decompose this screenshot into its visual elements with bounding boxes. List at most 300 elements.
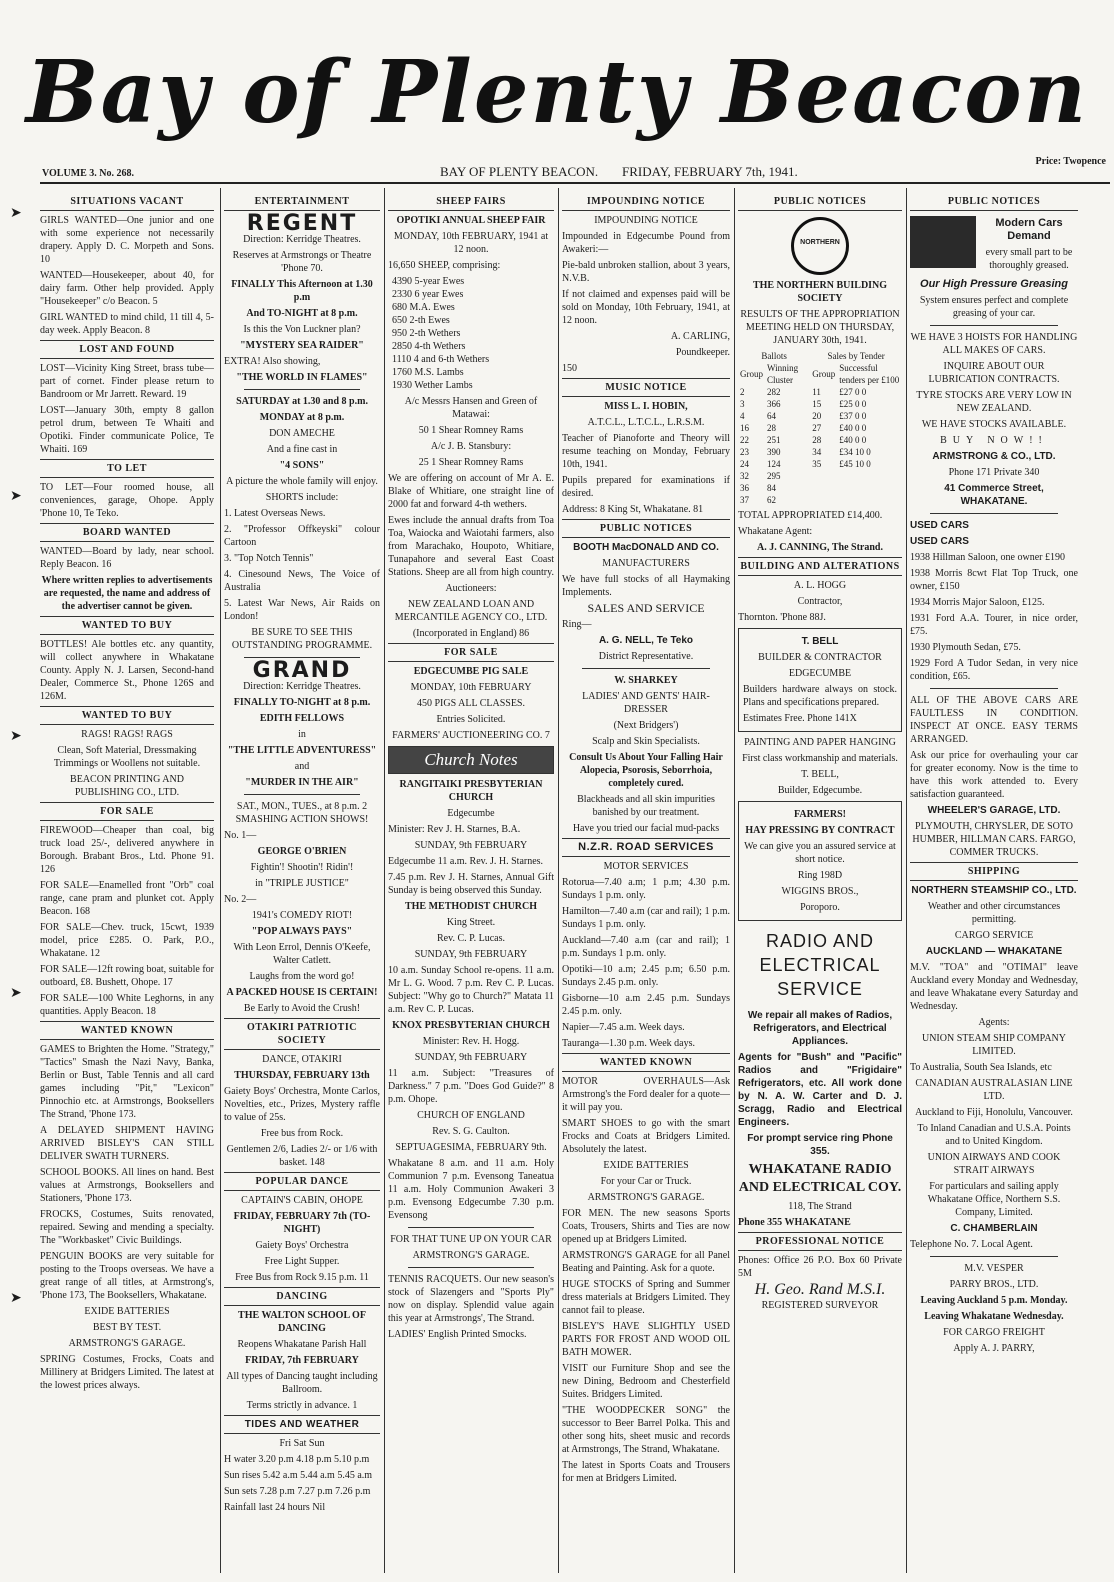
section-heading: LOST AND FOUND <box>40 340 214 359</box>
masthead <box>0 28 1114 158</box>
divider <box>244 389 360 390</box>
ad-text: Agents: <box>978 1017 1010 1028</box>
ad-text: Rev. C. P. Lucas. <box>437 933 505 944</box>
table-cell: 124 <box>767 459 781 469</box>
ad-headline: EDGECUMBE PIG SALE <box>413 666 529 677</box>
ad-headline: USED CARS <box>910 520 969 531</box>
car-listing: 1929 Ford A Tudor Sedan, in very nice condition, £65. <box>910 658 1078 682</box>
ad-text: Fightin'! Shootin'! Ridin'! <box>250 862 354 873</box>
surveyor-signature: H. Geo. Rand M.S.I. <box>754 1281 886 1298</box>
column-rule <box>906 188 907 1573</box>
ad-text: (Incorporated in England) 86 <box>412 628 530 639</box>
ad-text: We repair all makes of Radios, Refrigerators, and Electrical Appliances. <box>747 1010 893 1047</box>
bell-ad-box <box>738 628 902 732</box>
ad-text: MANUFACTURERS <box>602 558 690 569</box>
section-heading: SHIPPING <box>910 862 1078 881</box>
table-cell: 390 <box>767 447 781 457</box>
ad-text: Is this the Von Luckner plan? <box>243 324 361 335</box>
car-listing: 1934 Morris Major Saloon, £125. <box>910 597 1045 608</box>
table-cell: 15 <box>812 399 822 409</box>
section-heading: DANCING <box>224 1287 380 1306</box>
ad-text: BE SURE TO SEE THIS OUTSTANDING PROGRAMME. <box>231 627 373 651</box>
section-heading: FOR SALE <box>388 643 554 662</box>
ad-text: SUNDAY, 9th FEBRUARY <box>414 1052 528 1063</box>
ad-text: To Australia, South Sea Islands, etc <box>910 1062 1052 1073</box>
classified-ad: BOTTLES! Ale bottles etc. any quantity, will collect anywhere in Whakatane County. Apply N. J. Larsen, Second-hand Dealer, Commerce St., Phone 126S and 126M. <box>40 639 214 702</box>
section-heading: OTAKIRI PATRIOTIC SOCIETY <box>224 1018 380 1050</box>
ad-text: LADIES' AND GENTS' HAIR-DRESSER <box>582 691 710 715</box>
table-header: Sales by Tender <box>827 351 885 361</box>
church-name: RANGITAIKI PRESBYTERIAN CHURCH <box>399 779 543 803</box>
ad-headline: OPOTIKI ANNUAL SHEEP FAIR <box>396 215 546 226</box>
ad-text: Phone 171 Private 340 <box>948 467 1040 478</box>
shorts-item: 2. "Professor Offkeyski" colour Cartoon <box>224 524 380 548</box>
table-cell: 32 <box>740 471 749 481</box>
section-heading: SITUATIONS VACANT <box>40 193 214 211</box>
ad-text: Minister: Rev J. H. Starnes, B.A. <box>388 824 521 835</box>
ad-text: Whakatane Agent: <box>738 526 813 537</box>
ad-text: REGISTERED SURVEYOR <box>761 1300 879 1311</box>
classified-ad: WANTED—Housekeeper, about 40, for dairy farm. Other help provided. Apply "Housekeeper" c/o Beacon. 5 <box>40 270 214 307</box>
classified-ad: FOR SALE—100 White Leghorns, in any quantities. Apply Beacon. 18 <box>40 993 214 1017</box>
table-row <box>738 446 902 458</box>
table-row <box>738 350 902 362</box>
ad-headline: SALES AND SERVICE <box>587 601 705 615</box>
regent-theatre-title: REGENT <box>246 211 358 236</box>
shorts-item: 1. Latest Overseas News. <box>224 508 326 519</box>
ad-headline: PAINTING AND PAPER HANGING <box>744 737 896 748</box>
ad-text: EDGECUMBE <box>788 668 852 679</box>
ad-text: Whakatane 8 a.m. and 11 a.m. Holy Communion 7 p.m. Evensong Taneatua 11 a.m. Holy Communion Awakeri 3 p.m. Evensong Edgecumbe 7.30 p.m. Evensong <box>388 1158 554 1221</box>
ad-text: Have you tried our facial mud-packs <box>572 823 720 834</box>
divider <box>408 1267 534 1268</box>
divider <box>930 325 1058 326</box>
ad-text: and <box>294 761 310 772</box>
paper-name: BAY OF PLENTY BEACON. <box>440 164 599 179</box>
ad-text: CANADIAN AUSTRALASIAN LINE LTD. <box>915 1078 1073 1102</box>
ad-text: System ensures perfect and complete greasing of your car. <box>919 295 1069 319</box>
ad-headline: ARMSTRONG & CO., LTD. <box>932 451 1056 462</box>
radio-service-heading: RADIO AND ELECTRICAL SERVICE <box>759 931 881 999</box>
ad-headline: T. BELL <box>801 636 839 647</box>
column-notices <box>562 190 730 1570</box>
classified-ad: TENNIS RACQUETS. Our new season's stock of Slazengers and "Sports Ply" now on display. Splendid value again this year at Armstrongs', The Strand. <box>388 1274 554 1324</box>
ad-headline: AUCKLAND — WHAKATANE <box>925 946 1063 957</box>
list-item: 2850 4-th Wethers <box>392 341 466 352</box>
table-cell <box>810 494 837 506</box>
film-title: "4 SONS" <box>279 460 325 471</box>
ad-text: With Leon Errol, Dennis O'Keefe, Walter Catlett. <box>233 942 371 966</box>
table-cell: 282 <box>767 387 781 397</box>
ad-text: WE HAVE STOCKS AVAILABLE. <box>921 419 1067 430</box>
ad-text: Pupils prepared for examinations if desired. <box>562 475 730 499</box>
list-item: 2330 6 year Ewes <box>392 289 464 300</box>
table-cell: 64 <box>767 411 776 421</box>
ad-text: Gentlemen 2/6, Ladies 2/- or 1/6 with basket. 148 <box>226 1144 378 1168</box>
shorts-item: 3. "Top Notch Tennis" <box>224 553 314 564</box>
film-title: "MYSTERY SEA RAIDER" <box>240 340 364 351</box>
table-cell: 37 <box>740 495 749 505</box>
shorts-item: 5. Latest War News, Air Raids on London! <box>224 598 380 622</box>
table-cell: 84 <box>767 483 776 493</box>
table-cell: 366 <box>767 399 781 409</box>
ad-text: A/c Messrs Hansen and Green of Matawai: <box>404 396 538 420</box>
ad-headline: USED CARS <box>910 536 969 547</box>
ad-text: Teacher of Pianoforte and Theory will resume teaching on Monday, February 10th, 1941. <box>562 433 730 470</box>
tides-row: Sun rises 5.42 a.m 5.44 a.m 5.45 a.m <box>224 1470 373 1481</box>
ad-text: Free Bus from Rock 9.15 p.m. 11 <box>235 1272 369 1283</box>
ad-text: Gaiety Boys' Orchestra <box>255 1240 349 1251</box>
ad-text: INQUIRE ABOUT OUR LUBRICATION CONTRACTS. <box>928 361 1060 385</box>
table-cell <box>810 482 837 494</box>
timetable-row: Hamilton—7.40 a.m (car and rail); 1 p.m. Sundays 1 p.m. only. <box>562 906 730 930</box>
ad-text: NEW ZEALAND LOAN AND MERCANTILE AGENCY CO., LTD. <box>394 599 548 623</box>
ad-text: EXTRA! Also showing, <box>224 356 321 367</box>
ad-text: Telephone No. 7. Local Agent. <box>910 1239 1033 1250</box>
list-item: 680 M.A. Ewes <box>392 302 455 313</box>
farmers-ad-box <box>738 801 902 921</box>
divider <box>930 688 1058 689</box>
ad-text: Auctioneers: <box>445 583 497 594</box>
table-cell: £37 0 0 <box>839 411 867 421</box>
ad-text: 450 PIGS ALL CLASSES. <box>417 698 525 709</box>
masthead-title: Bay of Plenty Beacon <box>25 42 1089 143</box>
classified-ad: FOR SALE—12ft rowing boat, suitable for outboard, £8. Bushett, Ohope. 17 <box>40 964 214 988</box>
table-cell: £40 0 0 <box>839 423 867 433</box>
timetable-row: Opotiki—10 a.m; 2.45 p.m; 6.50 p.m. Sundays 2.45 p.m. only. <box>562 964 730 988</box>
table-cell: 295 <box>767 471 781 481</box>
ad-text: Phones: Office 26 P.O. Box 60 Private 5M <box>738 1255 902 1279</box>
table-row <box>738 386 902 398</box>
list-item: 4390 5-year Ewes <box>392 276 465 287</box>
ad-text: Apply A. J. PARRY, <box>953 1343 1035 1354</box>
ad-text: Be Early to Avoid the Crush! <box>243 1003 361 1014</box>
ad-text: BEST BY TEST. <box>92 1322 162 1333</box>
ad-text: CAPTAIN'S CABIN, OHOPE <box>241 1195 363 1206</box>
ad-text: every small part to be thoroughly greased. <box>985 247 1073 271</box>
list-item: 1110 4 and 6-th Wethers <box>392 354 490 365</box>
ad-text: DANCE, OTAKIRI <box>262 1054 342 1065</box>
ad-text: Free bus from Rock. <box>260 1128 344 1139</box>
ad-text: 16,650 SHEEP, comprising: <box>388 260 501 271</box>
ad-text: Gaiety Boys' Orchestra, Monte Carlos, Novelties, etc., Prizes, Mystery raffle to value of 25s. <box>224 1086 380 1123</box>
column-public-notices <box>738 190 902 1570</box>
table-cell: 251 <box>767 435 781 445</box>
ad-text: Pie-bald unbroken stallion, about 3 years, N.V.B. <box>562 260 730 284</box>
section-heading: N.Z.R. ROAD SERVICES <box>562 838 730 857</box>
table-header: Group <box>740 369 763 379</box>
column-rule <box>558 188 559 1573</box>
ad-text: For particulars and sailing apply Whakatane Office, Northern S.S. Company, Limited. <box>927 1181 1061 1218</box>
ad-text: SHORTS include: <box>265 492 339 503</box>
section-heading: BOARD WANTED <box>40 523 214 542</box>
classified-ad: The latest in Sports Coats and Trousers for men at Bridgers Limited. <box>562 1460 730 1484</box>
ad-text: ALL OF THE ABOVE CARS ARE FAULTLESS IN CONDITION. INSPECT AT ONCE. EASY TERMS ARRANGED. <box>910 695 1078 745</box>
ad-headline: WHEELER'S GARAGE, LTD. <box>927 805 1061 816</box>
ad-text: Entries Solicited. <box>436 714 506 725</box>
ad-text: First class workmanship and materials. <box>742 753 898 764</box>
ad-text: King Street. <box>446 917 496 928</box>
ad-text: Contractor, <box>797 596 843 607</box>
table-cell <box>837 470 902 482</box>
ad-text: UNION STEAM SHIP COMPANY LIMITED. <box>921 1033 1066 1057</box>
issue-date: FRIDAY, FEBRUARY 7th, 1941. <box>622 164 798 179</box>
ad-text: Ring— <box>562 619 592 630</box>
table-cell: £34 10 0 <box>839 447 871 457</box>
ad-text: Auckland to Fiji, Honolulu, Vancouver. <box>915 1107 1073 1118</box>
ad-text: SAT., MON., TUES., at 8 p.m. 2 SMASHING ACTION SHOWS! <box>235 801 369 825</box>
ad-text: Terms strictly in advance. 1 <box>246 1400 358 1411</box>
ad-text: 11 a.m. Subject: "Treasures of Darkness." 7 p.m. "Does God Guide?" 8 p.m. Ohope. <box>388 1068 554 1105</box>
table-row <box>738 482 902 494</box>
ad-text: M.V. "TOA" and "OTIMAI" leave Auckland every Monday and Wednesday, and leave Whakatane every Saturday and Wednesday. <box>910 962 1078 1012</box>
ad-text: TOTAL APPROPRIATED £14,400. <box>738 510 883 521</box>
table-row <box>738 470 902 482</box>
ad-text: Edgecumbe <box>447 808 495 819</box>
section-heading: POPULAR DANCE <box>224 1172 380 1191</box>
ad-text: BUY NOW!! <box>940 435 1048 446</box>
ad-headline: THE NORTHERN BUILDING SOCIETY <box>752 280 888 304</box>
list-item: 1760 M.S. Lambs <box>392 367 464 378</box>
actor-name: EDITH FELLOWS <box>259 713 345 724</box>
table-row <box>738 494 902 506</box>
table-cell: 27 <box>812 423 822 433</box>
ad-text: Builders hardware always on stock. Plans and specifications prepared. <box>743 684 897 708</box>
table-cell: 4 <box>740 411 745 421</box>
ad-text: And a fine cast in <box>266 444 338 455</box>
ad-text: 150 <box>562 363 577 374</box>
car-listing: 1930 Plymouth Sedan, £75. <box>910 642 1021 653</box>
film-title: "MURDER IN THE AIR" <box>245 777 359 788</box>
ad-text: Blackheads and all skin impurities banished by our treatment. <box>577 794 715 818</box>
actor-name: DON AMECHE <box>269 428 335 439</box>
table-cell: 62 <box>767 495 776 505</box>
ad-text: 41 Commerce Street, WHAKATANE. <box>944 483 1044 507</box>
ad-text: Phone 355 WHAKATANE <box>738 1217 851 1228</box>
ad-text: Poroporo. <box>800 902 840 913</box>
car-illustration-icon <box>910 216 976 268</box>
ad-text: EXIDE BATTERIES <box>603 1160 689 1171</box>
column-classifieds <box>40 190 214 1570</box>
ad-text: HAY PRESSING BY CONTRACT <box>745 825 895 836</box>
ad-text: A picture the whole family will enjoy. <box>226 476 378 487</box>
section-heading: WANTED TO BUY <box>40 616 214 635</box>
northern-logo-icon: NORTHERN <box>791 217 849 275</box>
classified-ad: VISIT our Furniture Shop and see the new Dining, Bedroom and Chesterfield Suites. Bridgers Limited. <box>562 1363 730 1400</box>
ad-text: FARMERS' AUCTIONEERING CO. 7 <box>392 730 550 741</box>
section-heading: ENTERTAINMENT <box>224 193 380 211</box>
table-cell: 23 <box>740 447 749 457</box>
ad-text: Address: 8 King St, Whakatane. 81 <box>562 504 704 515</box>
ad-text: A. J. CANNING, The Strand. <box>757 542 883 553</box>
divider <box>930 1256 1058 1257</box>
table-cell: 16 <box>740 423 749 433</box>
ad-text: And TO-NIGHT at 8 p.m. <box>246 308 358 319</box>
margin-arrow-icon: ➤ <box>10 986 22 1001</box>
table-row <box>738 422 902 434</box>
ad-text: BUILDER & CONTRACTOR <box>758 652 882 663</box>
ad-text: To Inland Canadian and U.S.A. Points and to United Kingdom. <box>917 1123 1071 1147</box>
ad-text: MONDAY, 10th FEBRUARY, 1941 at 12 noon. <box>393 231 549 255</box>
ad-headline: WHAKATANE RADIO AND ELECTRICAL COY. <box>738 1162 902 1195</box>
classified-ad: WANTED—Board by lady, near school. Reply Beacon. 16 <box>40 546 214 570</box>
ad-text: FINALLY TO-NIGHT at 8 p.m. <box>233 697 371 708</box>
classified-ad: SPRING Costumes, Frocks, Coats and Millinery at Bridgers Limited. The latest at the lowest prices always. <box>40 1354 214 1391</box>
ad-text: 10 a.m. Sunday School re-opens. 11 a.m. Mr L. G. Wood. 7 p.m. Rev C. P. Lucas. Subject: "Why go to Church?" Matata 11 a.m. Rev C. P. Lucas. <box>388 965 554 1015</box>
section-heading: BUILDING AND ALTERATIONS <box>738 557 902 576</box>
table-cell: £27 0 0 <box>839 387 867 397</box>
divider <box>408 1227 534 1228</box>
classified-ad: BISLEY'S HAVE SLIGHTLY USED PARTS FOR FROST AND WOOD OIL BATH MOWER. <box>562 1321 730 1358</box>
ad-text: We can give you an assured service at short notice. <box>744 841 896 865</box>
film-title: "THE LITTLE ADVENTURESS" <box>227 745 377 756</box>
ad-text: Thornton. 'Phone 88J. <box>738 612 826 623</box>
ad-headline: BOOTH MacDONALD AND CO. <box>573 542 719 553</box>
ad-text: Builder, Edgecumbe. <box>777 785 863 796</box>
ad-text: A PACKED HOUSE IS CERTAIN! <box>226 987 378 998</box>
ad-text: We have full stocks of all Haymaking Implements. <box>562 574 730 598</box>
ad-text: T. BELL, <box>801 769 839 780</box>
ad-text: District Representative. <box>598 651 694 662</box>
ad-text: Ewes include the annual drafts from Toa Toa, Waiocka and Waiotahi farmers, also from Marachako, Houpoto, Whitiare, Tunapahore and several East Coast Stations. Sheep are all from high country. <box>388 515 554 578</box>
church-name: KNOX PRESBYTERIAN CHURCH <box>392 1020 550 1031</box>
divider <box>582 668 710 669</box>
classified-ad: LOST—Vicinity King Street, brass tube—part of cornet. Finder please return to Bandroom or Mr Jarrett. Reward. 19 <box>40 363 214 400</box>
timetable-row: Auckland—7.40 a.m (car and rail); 1 p.m. Sundays 1 p.m. only. <box>562 935 730 959</box>
actor-name: GEORGE O'BRIEN <box>257 846 347 857</box>
car-listing: 1938 Morris 8cwt Flat Top Truck, one owner, £150 <box>910 568 1078 592</box>
column-rule <box>734 188 735 1573</box>
table-cell: 28 <box>767 423 776 433</box>
list-item: 650 2-th Ewes <box>392 315 450 326</box>
ad-text: MOTOR SERVICES <box>603 861 689 872</box>
table-cell: 34 <box>812 447 822 457</box>
table-cell: 35 <box>812 459 822 469</box>
section-heading: SHEEP FAIRS <box>388 193 554 211</box>
ad-text: FRIDAY, FEBRUARY 7th (TO-NIGHT) <box>233 1211 371 1235</box>
table-cell: 36 <box>740 483 749 493</box>
ad-text: PLYMOUTH, CHRYSLER, DE SOTO HUMBER, HILLMAN CARS. FARGO, COMMER TRUCKS. <box>912 821 1076 858</box>
table-cell <box>837 482 902 494</box>
section-heading: PROFESSIONAL NOTICE <box>738 1232 902 1251</box>
ad-text: Agents for "Bush" and "Pacific" Radios and "Frigidaire" Refrigerators, etc. All work done by N. A. W. Carter and D. J. Scragg, Radio and Electrical Engineers. <box>738 1052 902 1128</box>
ad-text: WE HAVE 3 HOISTS FOR HANDLING ALL MAKES OF CARS. <box>910 332 1078 356</box>
table-cell: 22 <box>740 435 749 445</box>
greasing-ad <box>910 214 1078 275</box>
tides-row: Sun sets 7.28 p.m 7.27 p.m 7.26 p.m <box>224 1486 371 1497</box>
table-cell: £45 10 0 <box>839 459 871 469</box>
ad-text: TYRE STOCKS ARE VERY LOW IN NEW ZEALAND. <box>916 390 1072 414</box>
ad-text: Estimates Free. Phone 141X <box>743 713 857 724</box>
ad-headline: Modern Cars Demand <box>995 217 1063 242</box>
ad-headline: RAGS! RAGS! RAGS <box>81 729 173 740</box>
ad-headline: W. SHARKEY <box>614 675 678 686</box>
ad-text: WIGGINS BROS., <box>781 886 859 897</box>
ad-text: BEACON PRINTING AND PUBLISHING CO., LTD. <box>70 774 184 798</box>
classified-ad: HUGE STOCKS of Spring and Summer dress materials at Bridgers Limited. They cannot fail to please. <box>562 1279 730 1316</box>
margin-arrow-icon: ➤ <box>10 489 22 504</box>
classified-ad: GAMES to Brighten the Home. "Strategy," "Tactics" Smash the Nazi Navy, Banka, Berlin or Bust, Table Tennis and all card games including "Pit," "Lexicon" Pinnochio etc. at Armstrongs, Booksellers The Strand, 'Phone 173. <box>40 1044 214 1120</box>
divider <box>930 513 1058 514</box>
church-notes-banner: Church Notes <box>388 746 554 774</box>
classified-ad: FOR SALE—Chev. truck, 15cwt, 1939 model, price £285. O. Park, P.O., Whakatane. 12 <box>40 922 214 959</box>
church-name: CHURCH OF ENGLAND <box>417 1110 525 1121</box>
ad-text: Leaving Auckland 5 p.m. Monday. <box>920 1295 1068 1306</box>
classified-ad: SCHOOL BOOKS. All lines on hand. Best values at Armstrongs, Booksellers and Stationers, 'Phone 173. <box>40 1167 214 1204</box>
ad-text: Impounded in Edgecumbe Pound from Awakeri:— <box>562 231 730 255</box>
ad-text: THURSDAY, FEBRUARY 13th <box>234 1070 370 1081</box>
sheep-list <box>388 275 554 392</box>
grand-theatre-title: GRAND <box>252 658 352 683</box>
divider <box>244 794 360 795</box>
timetable-row: Tauranga—1.30 p.m. Week days. <box>562 1038 695 1049</box>
ad-text: 118, The Strand <box>788 1201 852 1212</box>
price: Price: Twopence <box>1035 156 1106 167</box>
ad-text: MONDAY at 8 p.m. <box>259 412 345 423</box>
ad-text: FRIDAY, 7th FEBRUARY <box>245 1355 359 1366</box>
table-cell: £25 0 0 <box>839 399 867 409</box>
ad-text: SATURDAY at 1.30 and 8 p.m. <box>236 396 368 407</box>
ad-headline: NORTHERN STEAMSHIP CO., LTD. <box>911 885 1077 896</box>
classified-ad: ARMSTRONG'S GARAGE for all Panel Beating and Painting. Ask for a quote. <box>562 1250 730 1274</box>
section-heading: MUSIC NOTICE <box>562 378 730 397</box>
ad-text: SUNDAY, 9th FEBRUARY <box>414 949 528 960</box>
ad-text: No. 2— <box>224 894 257 905</box>
tides-row: H water 3.20 p.m 4.18 p.m 5.10 p.m <box>224 1454 370 1465</box>
margin-arrow-icon: ➤ <box>10 1291 22 1306</box>
classified-ad: GIRLS WANTED—One junior and one with some experience not necessarily drapery. Apply D. C. Morpeth and Sons. 10 <box>40 215 214 265</box>
margin-arrow-icon: ➤ <box>10 206 22 221</box>
ad-text: THE WALTON SCHOOL OF DANCING <box>238 1310 366 1334</box>
ad-text: All types of Dancing taught including Ballroom. <box>226 1371 378 1395</box>
ad-text: M.V. VESPER <box>964 1263 1024 1274</box>
volume-number: VOLUME 3. No. 268. <box>42 168 135 179</box>
section-heading: TO LET <box>40 459 214 478</box>
table-cell: 20 <box>812 411 822 421</box>
classified-ad: FOR SALE—Enamelled front "Orb" coal range, cane pram and plunket cot. Apply Beacon. 168 <box>40 880 214 917</box>
ad-text: Leaving Whakatane Wednesday. <box>924 1311 1064 1322</box>
dateline <box>40 156 1110 184</box>
shorts-item: 4. Cinesound News, The Voice of Australia <box>224 569 380 593</box>
notice-text: Where written replies to advertisements are requested, the name and address of the advertiser cannot be given. <box>41 575 213 612</box>
section-heading: PUBLIC NOTICES <box>562 519 730 538</box>
table-header: Winning Cluster <box>767 363 799 385</box>
timetable-row: Gisborne—10 a.m 2.45 p.m. Sundays 2.45 p.m. only. <box>562 993 730 1017</box>
ad-text: MONDAY, 10th FEBRUARY <box>410 682 532 693</box>
section-heading: PUBLIC NOTICES <box>910 193 1078 211</box>
ad-text: A/c J. B. Stansbury: <box>430 441 512 452</box>
ad-text: SEPTUAGESIMA, FEBRUARY 9th. <box>395 1142 547 1153</box>
section-heading: IMPOUNDING NOTICE <box>562 193 730 211</box>
classified-ad: LADIES' English Printed Smocks. <box>388 1329 527 1340</box>
timetable-row: Napier—7.45 a.m. Week days. <box>562 1022 685 1033</box>
ad-text: For your Car or Truck. <box>600 1176 692 1187</box>
car-listing: 1938 Hillman Saloon, one owner £190 <box>910 552 1065 563</box>
ad-text: No. 1— <box>224 830 257 841</box>
column-rule <box>384 188 385 1573</box>
ad-text: PARRY BROS., LTD. <box>949 1279 1039 1290</box>
list-item: 1930 Wether Lambs <box>392 380 473 391</box>
timetable-row: Rotorua—7.40 a.m; 1 p.m; 4.30 p.m. Sundays 1 p.m. only. <box>562 877 730 901</box>
ad-text: RESULTS OF THE APPROPRIATION MEETING HELD ON THURSDAY, JANUARY 30th, 1941. <box>740 309 900 346</box>
table-row <box>738 434 902 446</box>
tides-row: Fri Sat Sun <box>279 1438 325 1449</box>
ad-text: Reopens Whakatane Parish Hall <box>237 1339 367 1350</box>
ad-headline: A. L. HOGG <box>793 580 847 591</box>
classified-ad: FROCKS, Costumes, Suits renovated, repaired. Sewing and mending a specialty. The "Workbasket" Civic Buildings. <box>40 1209 214 1246</box>
tides-row: Rainfall last 24 hours Nil <box>224 1502 326 1513</box>
ballot-table <box>738 350 902 506</box>
